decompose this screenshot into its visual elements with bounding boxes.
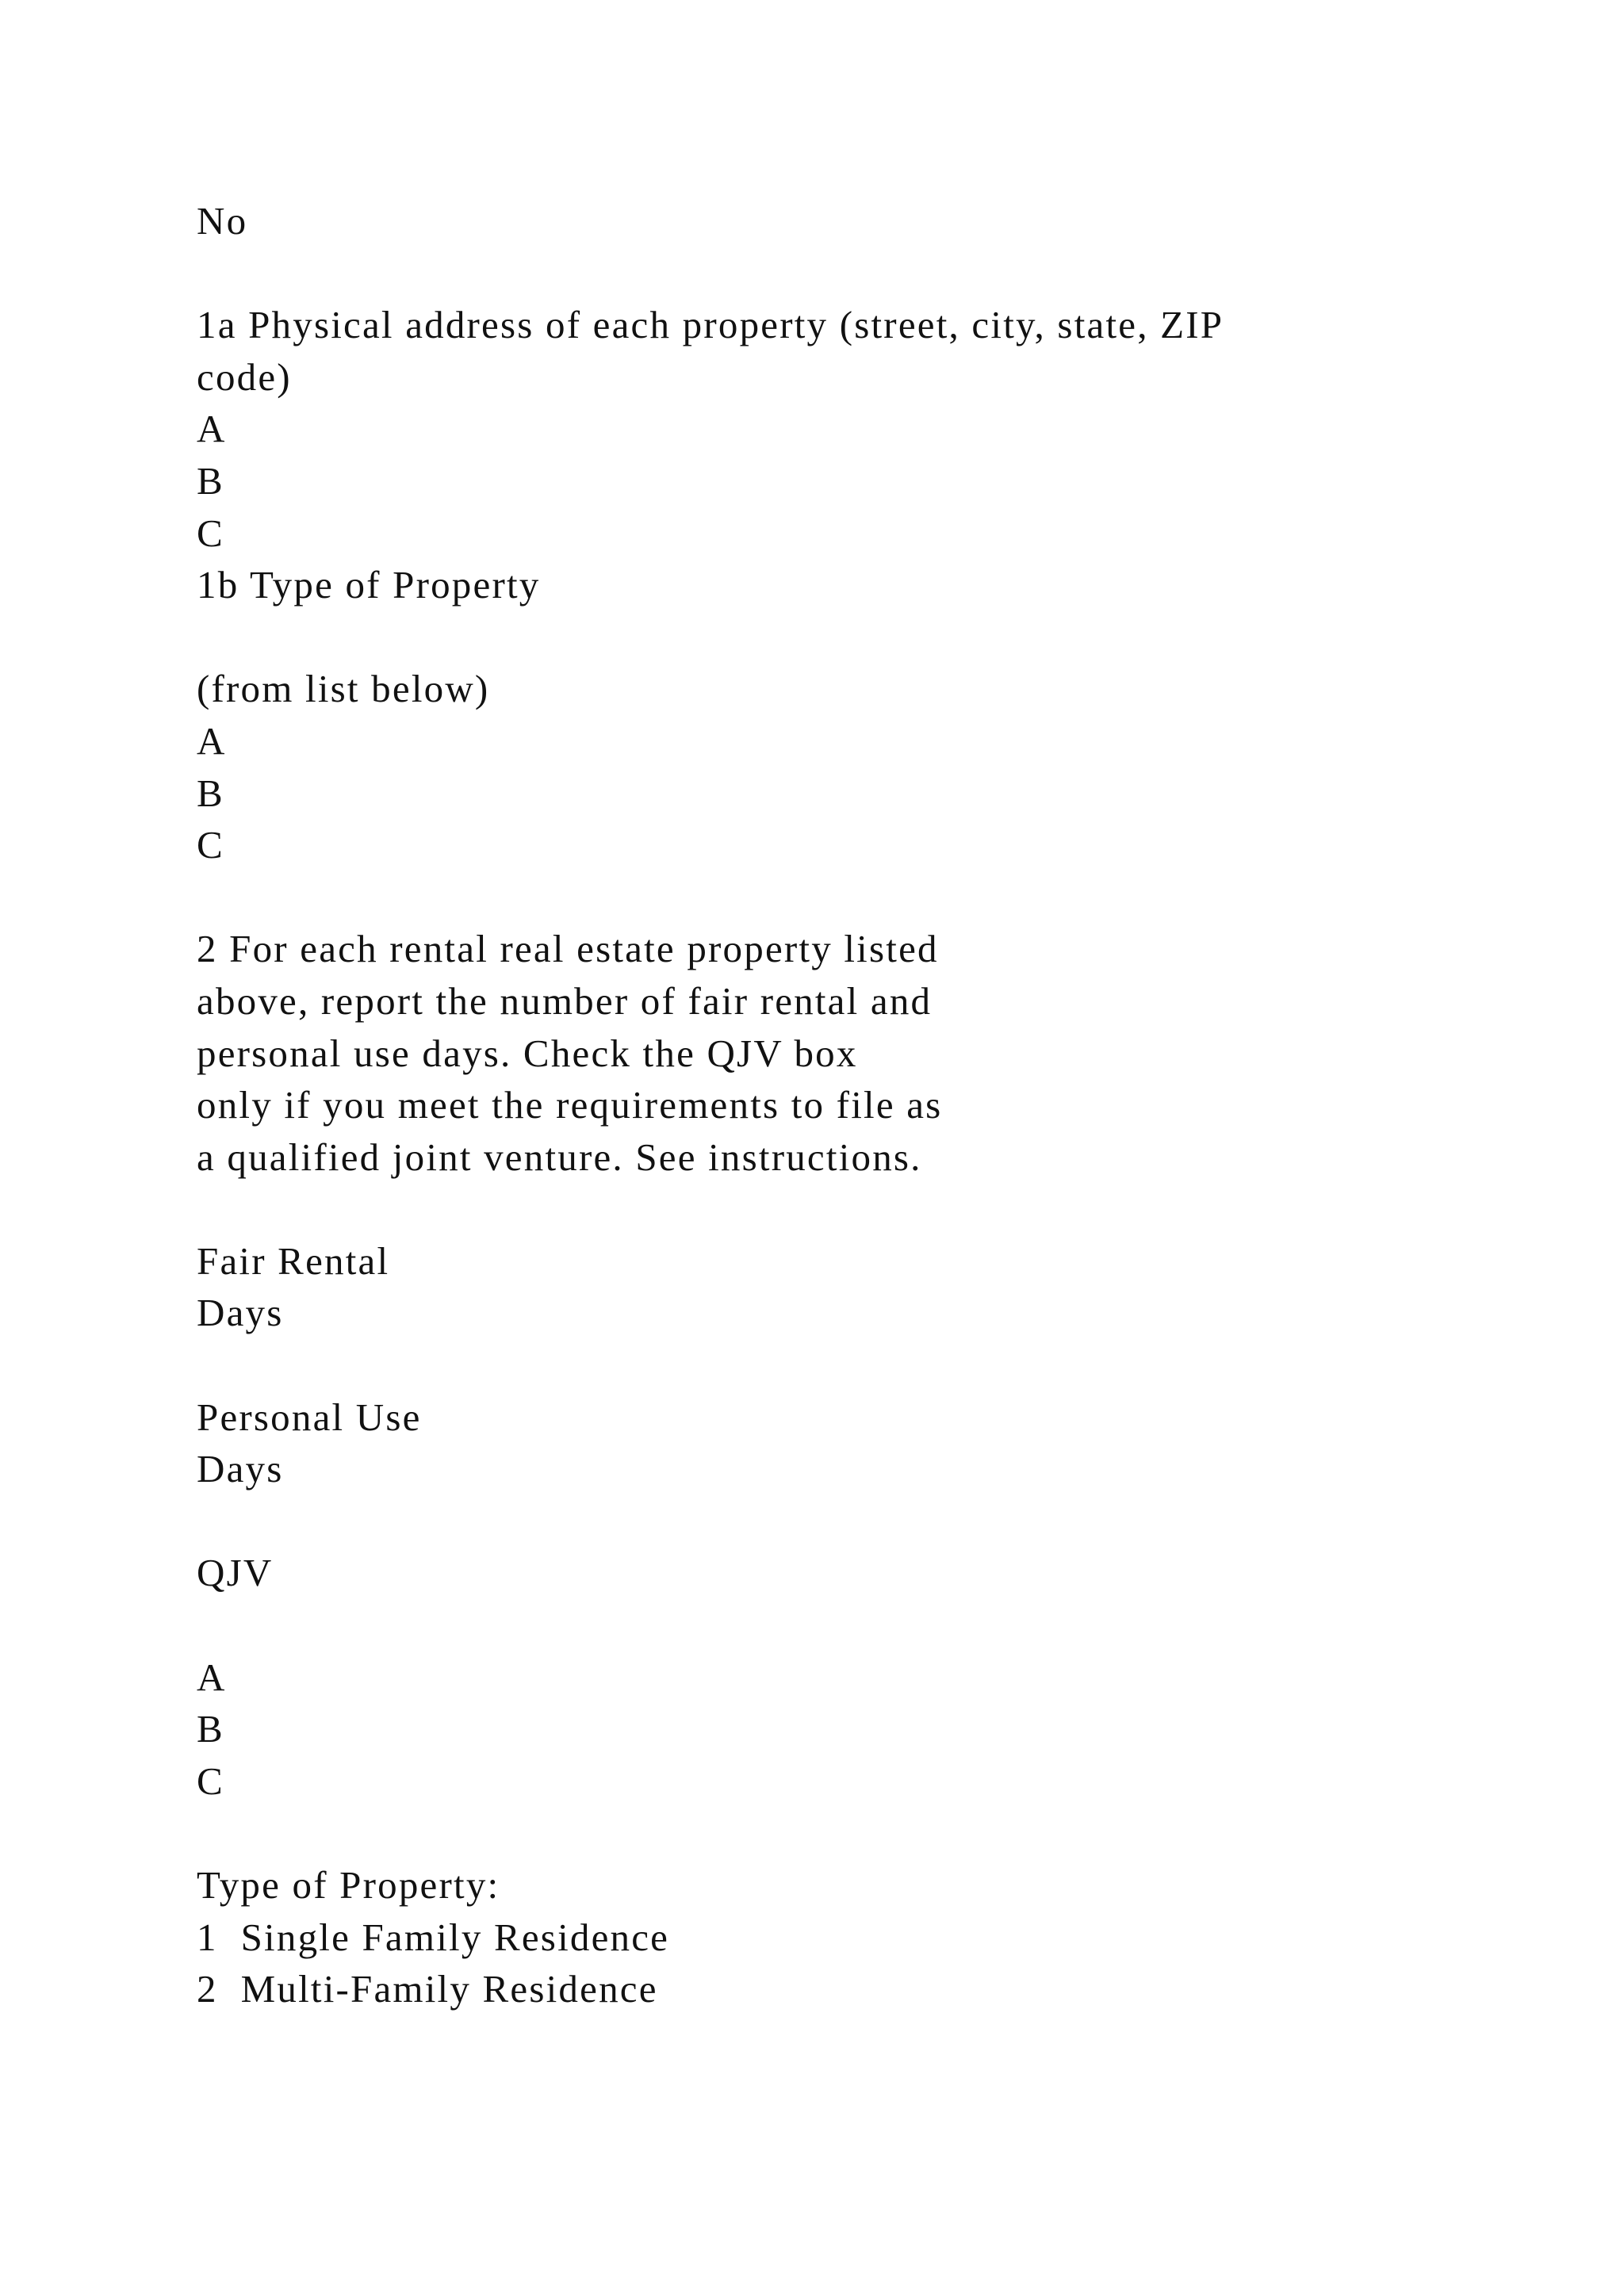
- text-line: (from list below): [197, 667, 490, 711]
- text-line: QJV: [197, 1551, 274, 1595]
- text-line: only if you meet the requirements to file as: [197, 1083, 943, 1127]
- text-line: 1b Type of Property: [197, 563, 541, 607]
- blank-line: [197, 611, 1434, 664]
- text-line: B: [197, 1707, 224, 1751]
- text-line: Days: [197, 1291, 284, 1335]
- text-line: 2 For each rental real estate property listed: [197, 927, 939, 971]
- document-page: [197, 195, 1434, 2015]
- text-line: above, report the number of fair rental and: [197, 978, 933, 1023]
- text-line: Days: [197, 1447, 284, 1491]
- text-line: Fair Rental: [197, 1238, 390, 1283]
- text-line: code): [197, 354, 292, 399]
- blank-line: [197, 871, 1434, 924]
- text-line: A: [197, 718, 227, 763]
- blank-line: [197, 247, 1434, 300]
- blank-line: [197, 1339, 1434, 1391]
- text-line: personal use days. Check the QJV box: [197, 1031, 858, 1075]
- text-line: A: [197, 407, 227, 451]
- text-line: Type of Property:: [197, 1863, 500, 1907]
- text-line: 2 Multi-Family Residence: [197, 1967, 658, 2011]
- blank-line: [197, 1807, 1434, 1859]
- text-line: No: [197, 199, 248, 243]
- blank-line: [197, 1495, 1434, 1548]
- text-line: a qualified joint venture. See instructions.: [197, 1135, 922, 1179]
- text-line: B: [197, 771, 224, 815]
- blank-line: [197, 1599, 1434, 1651]
- text-line: 1a Physical address of each property (street, city, state, ZIP: [197, 303, 1224, 347]
- text-line: B: [197, 458, 224, 503]
- text-line: 1 Single Family Residence: [197, 1915, 670, 1959]
- text-line: C: [197, 1758, 224, 1803]
- text-line: A: [197, 1655, 227, 1699]
- text-line: C: [197, 823, 224, 867]
- blank-line: [197, 1183, 1434, 1235]
- text-line: C: [197, 511, 224, 555]
- text-line: Personal Use: [197, 1395, 422, 1439]
